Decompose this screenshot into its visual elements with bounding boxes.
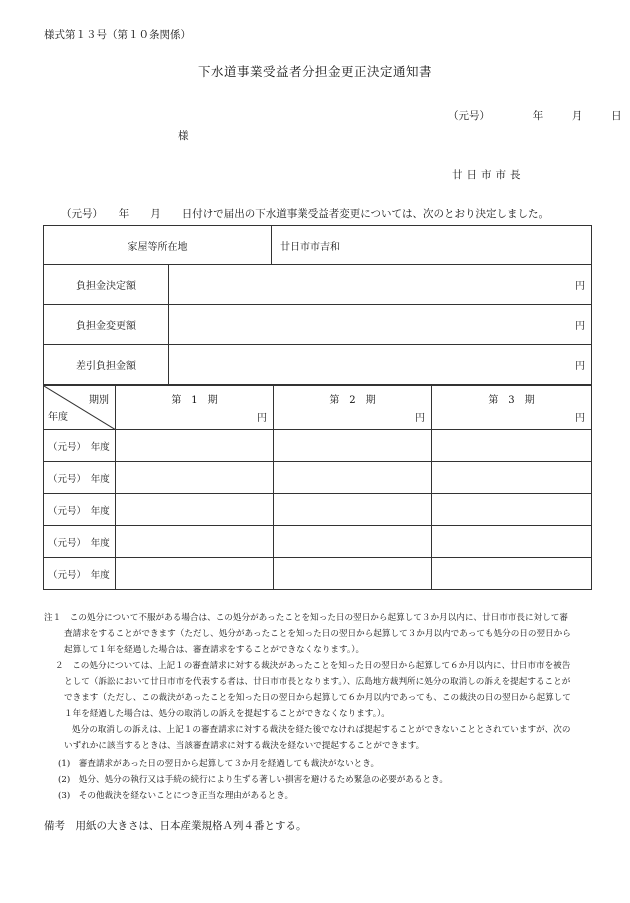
period-header-row — [44, 386, 592, 430]
period-2-cell — [274, 526, 432, 558]
decided-amount-label: 負担金決定額 — [44, 265, 169, 304]
year-label: （元号） 年度 — [44, 558, 116, 590]
period-1-unit: 円 — [257, 413, 267, 424]
period-1-cell — [116, 430, 274, 462]
period-row — [44, 558, 592, 590]
corner-year-label: 年度 — [48, 412, 68, 423]
note-2-line-3: できます（ただし、この裁決があったことを知った日の翌日から起算して６か月以内であっても、この裁決の日の翌日から起算して — [64, 693, 571, 703]
period-corner-cell — [44, 386, 116, 430]
recipient-suffix: 様 — [178, 130, 189, 142]
period-2-cell — [274, 462, 432, 494]
period-2-cell — [274, 430, 432, 462]
net-amount-label: 差引負担金額 — [44, 345, 169, 384]
net-amount-row — [44, 345, 592, 385]
period-2-unit: 円 — [415, 413, 425, 424]
amount-table — [43, 225, 592, 385]
period-1-header — [116, 386, 274, 430]
address-label: 家屋等所在地 — [44, 226, 272, 265]
note-2-line-1: ２ この処分については、上記１の審査請求に対する裁決があったことを知った日の翌日から起算して６か月以内に、廿日市市を被告 — [55, 661, 571, 671]
year-label: （元号） 年度 — [44, 430, 116, 462]
period-2-header — [274, 386, 432, 430]
period-table — [43, 385, 592, 590]
changed-amount-label: 負担金変更額 — [44, 305, 169, 344]
period-1-cell — [116, 558, 274, 590]
period-2-cell — [274, 494, 432, 526]
period-1-label: 第 1 期 — [171, 395, 218, 406]
period-2-cell — [274, 558, 432, 590]
period-1-cell — [116, 462, 274, 494]
period-3-cell — [432, 526, 592, 558]
note-item-2: (2) 処分、処分の執行又は手続の続行により生ずる著しい損害を避けるため緊急の必要があるとき。 — [58, 775, 448, 785]
note-2-line-5: 処分の取消しの訴えは、上記１の審査請求に対する裁決を経た後でなければ提起することができないこととされていますが、次の — [72, 725, 571, 735]
note-1-line-3: 起算して１年を経過した場合は、審査請求をすることができなくなります。）。 — [64, 645, 365, 655]
period-row — [44, 526, 592, 558]
address-row — [44, 226, 592, 265]
date-month: 月 — [571, 110, 583, 122]
note-1-line-2: 査請求をすることができます（ただし、処分があったことを知った日の翌日から起算して３か月以内であっても処分の日の翌日から — [64, 629, 571, 639]
period-3-cell — [432, 494, 592, 526]
year-label: （元号） 年度 — [44, 494, 116, 526]
period-row — [44, 462, 592, 494]
period-3-label: 第 3 期 — [488, 395, 535, 406]
note-2-line-4: １年を経過した場合は、処分の取消しの訴えを提起することができなくなります。）。 — [64, 709, 390, 719]
decided-amount-row — [44, 265, 592, 305]
form-number: 様式第１３号（第１０条関係） — [44, 29, 191, 41]
period-1-cell — [116, 526, 274, 558]
period-3-unit: 円 — [575, 413, 585, 424]
changed-amount-row — [44, 305, 592, 345]
note-1-line-1: 注１ この処分について不服がある場合は、この処分があったことを知った日の翌日から起算して３か月以内に、廿日市市長に対して審 — [44, 613, 568, 623]
period-3-cell — [432, 430, 592, 462]
year-label: （元号） 年度 — [44, 462, 116, 494]
address-value: 廿日市市吉和 — [272, 226, 592, 265]
changed-amount-unit: 円 — [575, 321, 585, 332]
issue-date — [448, 108, 622, 123]
decided-amount-unit: 円 — [575, 281, 585, 292]
period-1-cell — [116, 494, 274, 526]
note-2-line-2: として（訴訟において廿日市市を代表する者は、廿日市市長となります。）、広島地方裁判所に処分の取消しの訴えを提起することが — [64, 677, 571, 687]
period-3-cell — [432, 462, 592, 494]
date-day: 日 — [611, 110, 622, 122]
remarks: 備考 用紙の大きさは、日本産業規格Ａ列４番とする。 — [44, 820, 307, 832]
intro-text: （元号） 年 月 日付けで届出の下水道事業受益者変更については、次のとおり決定しました。 — [61, 208, 550, 220]
issuer-name: 廿日市市長 — [452, 169, 525, 181]
note-item-1: (1) 審査請求があった日の翌日から起算して３か月を経過しても裁決がないとき。 — [58, 759, 380, 769]
note-2-line-6: いずれかに該当するときは、当該審査請求に対する裁決を経ないで提起することができます。 — [64, 741, 425, 751]
period-3-header — [432, 386, 592, 430]
corner-period-label: 期別 — [89, 395, 109, 406]
net-amount-unit: 円 — [575, 361, 585, 372]
period-3-cell — [432, 558, 592, 590]
period-2-label: 第 2 期 — [329, 395, 376, 406]
note-item-3: (3) その他裁決を経ないことにつき正当な理由があるとき。 — [58, 791, 294, 801]
period-row — [44, 494, 592, 526]
date-year: 年 — [532, 110, 544, 122]
document-title: 下水道事業受益者分担金更正決定通知書 — [197, 64, 432, 79]
period-row — [44, 430, 592, 462]
date-era: （元号） — [448, 110, 490, 122]
year-label: （元号） 年度 — [44, 526, 116, 558]
